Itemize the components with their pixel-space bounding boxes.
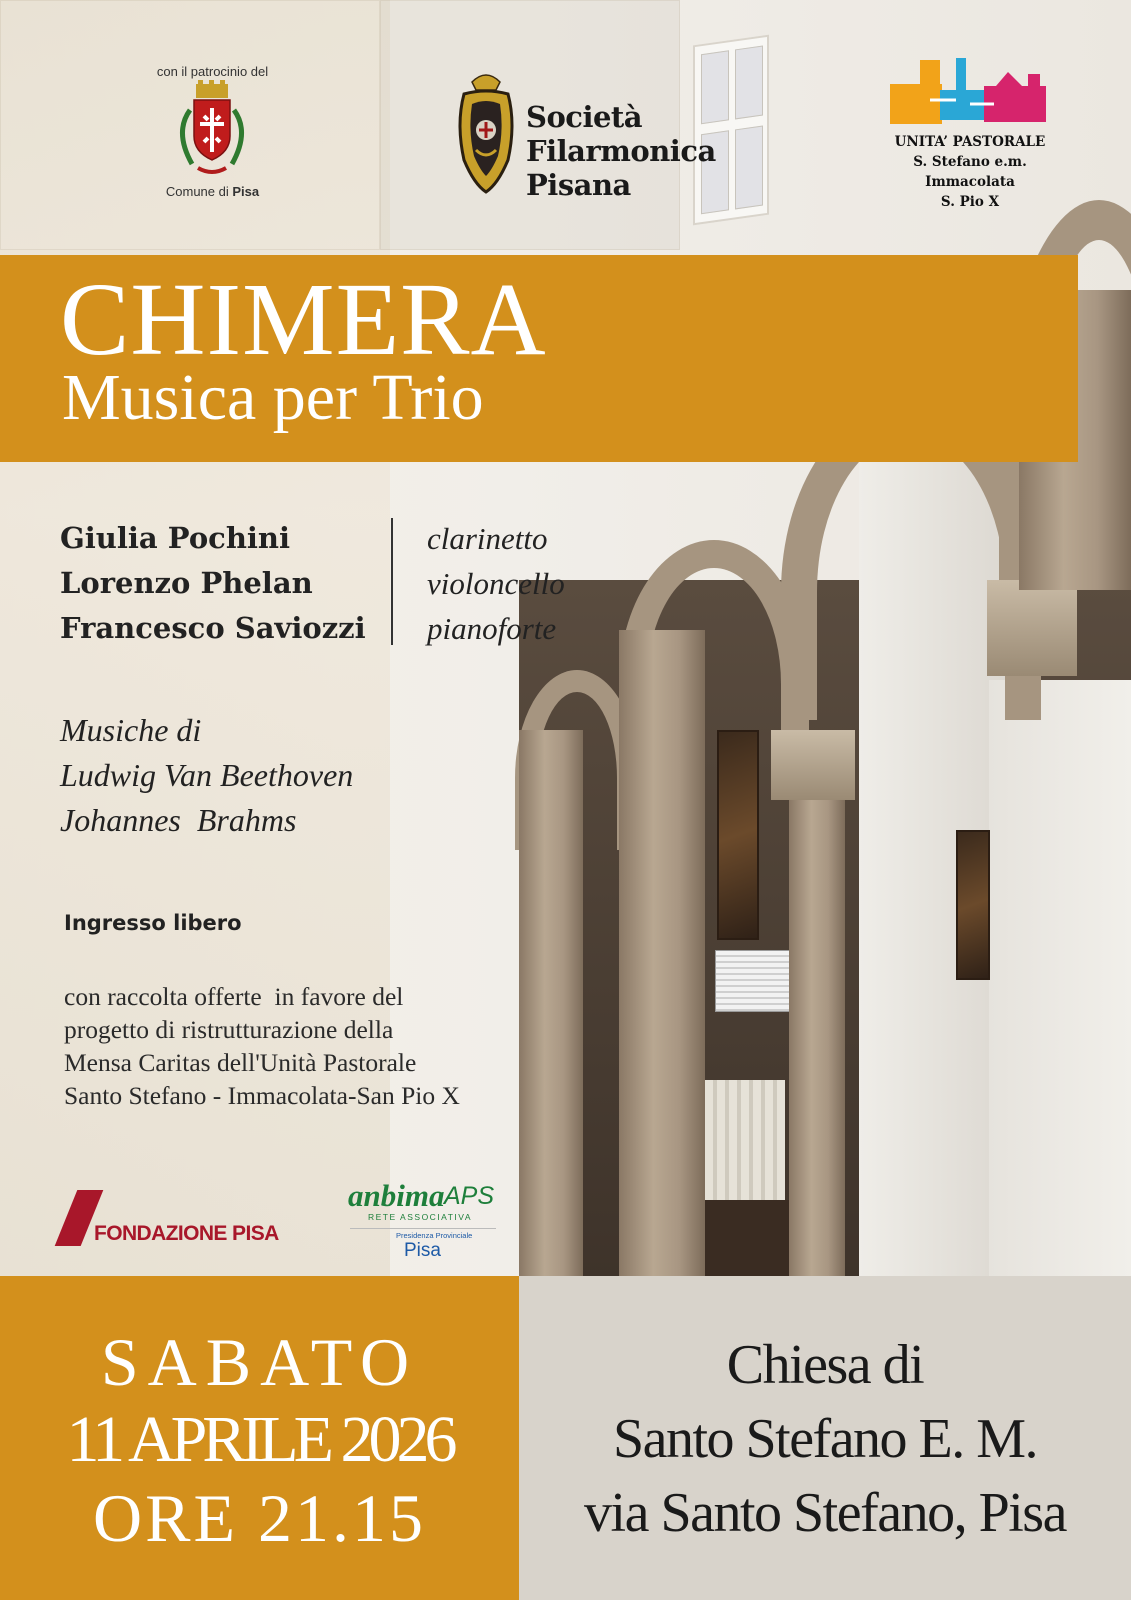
performer-instrument: violoncello [427,566,565,601]
pisa-crest-icon [168,80,256,180]
program-composers [60,708,353,843]
patronage-label: con il patrocinio del [156,64,269,79]
event-date: 11 APRILE 2026 [66,1403,453,1476]
filarmonica-line-2: Filarmonica [526,134,716,168]
event-datetime [0,1322,519,1558]
performer-instruments [427,516,565,651]
filarmonica-crest-icon [452,68,520,202]
venue-line-3: via Santo Stefano, Pisa [584,1482,1066,1544]
fondazione-pisa-logo [64,1188,279,1245]
unita-pastorale-text [875,132,1065,212]
unita-pastorale-line-1: UNITA’ PASTORALE [894,134,1046,150]
performer-divider [391,518,393,645]
anbima-city: Pisa [404,1240,441,1261]
comune-city: Pisa [232,184,260,199]
unita-pastorale-line-2: S. Stefano e.m. [913,154,1027,170]
comune-prefix: Comune di [165,184,233,199]
performer-instrument: clarinetto [427,521,548,556]
anbima-presidency: Presidenza Provinciale [396,1231,473,1240]
anbima-logo [348,1178,498,1262]
filarmonica-line-1: Società [526,100,643,134]
composer-name: Johannes Brahms [60,802,297,838]
performer-names [60,516,366,651]
donation-note [64,980,460,1112]
filarmonica-line-3: Pisana [526,168,631,202]
anbima-divider [350,1228,496,1229]
anbima-name: anbima [348,1178,445,1213]
donation-line: con raccolta offerte in favore del [64,982,404,1011]
event-day: SABATO [100,1324,419,1400]
performer-name: Giulia Pochini [60,521,291,555]
program-heading: Musiche di [60,712,202,748]
donation-line: Mensa Caritas dell'Unità Pastorale [64,1048,417,1077]
donation-line: Santo Stefano - Immacolata-San Pio X [64,1081,460,1110]
fondazione-name: FONDAZIONE PISA [94,1222,279,1245]
event-title: CHIMERA [60,262,547,377]
event-time: ORE 21.15 [93,1480,426,1556]
performer-name: Lorenzo Phelan [60,566,313,600]
composer-name: Ludwig Van Beethoven [60,757,354,793]
venue-line-1: Chiesa di [726,1334,924,1396]
unita-pastorale-logo-icon [890,54,1046,128]
venue-line-2: Santo Stefano E. M. [612,1408,1038,1470]
filarmonica-name [526,100,716,202]
anbima-subtitle: RETE ASSOCIATIVA [368,1212,472,1222]
unita-pastorale-line-4: S. Pio X [940,194,1000,210]
donation-line: progetto di ristrutturazione della [64,1015,394,1044]
performer-instrument: pianoforte [427,611,557,646]
event-subtitle: Musica per Trio [62,361,484,434]
comune-label [140,184,285,199]
performer-name: Francesco Saviozzi [60,611,366,645]
event-venue [519,1328,1131,1550]
entry-label: Ingresso libero [64,911,242,935]
unita-pastorale-line-3: Immacolata [925,174,1015,190]
anbima-aps: APS [444,1182,495,1210]
